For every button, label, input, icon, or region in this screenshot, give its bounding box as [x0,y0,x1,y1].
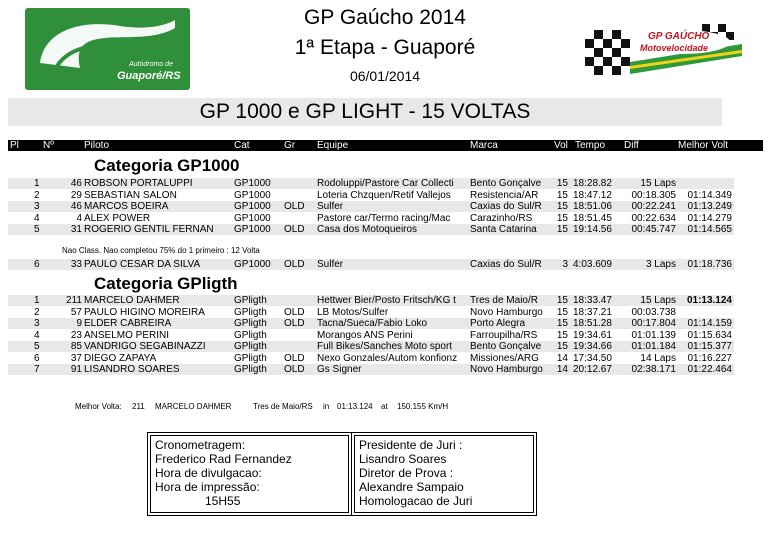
cell-marca: Caxias do Sul/R [470,201,542,212]
cell-tempo: 18:51.28 [573,318,612,329]
cell-marca: Bento Gonçalve [470,341,542,352]
table-row [8,307,734,318]
table-row [8,201,734,212]
best-lap-number: 211 [132,402,145,411]
cell-equipe: LB Motos/Sulfer [317,306,389,318]
cell-vol: 15 [556,341,568,352]
cell-diff: 00:18.305 [631,189,676,201]
best-lap-at: at [381,402,388,411]
cell-vol: 15 [556,201,568,212]
category-title: Categoria GPligth [94,274,238,293]
cell-gr: OLD [284,364,305,375]
cell-pl: 2 [34,306,40,318]
cell-marca: Novo Hamburgo [470,364,543,375]
cell-marca: Caxias do Sul/R [470,259,542,270]
table-row [8,178,734,189]
cell-tempo: 18:51.45 [573,212,612,224]
cell-pl: 3 [34,201,40,212]
race-director-name: Alexandre Sampaio [359,480,464,494]
cell-no: 57 [70,306,82,318]
cell-equipe: Morangos ANS Perini [317,329,413,341]
cell-no: 85 [70,341,82,352]
cell-equipe: Loteria Chzquen/Retif Vallejos [317,189,451,201]
cell-piloto: PAULO HIGINO MOREIRA [84,306,205,318]
cell-tempo: 18:28.82 [573,178,612,189]
cell-melhor: 01:14.159 [687,318,732,329]
cell-diff: 00:22.634 [631,212,676,224]
table-row [8,295,734,306]
cell-piloto: VANDRIGO SEGABINAZZI [84,341,206,352]
table-row [8,330,734,341]
cell-melhor: 01:14.565 [687,224,732,235]
cell-vol: 15 [556,295,568,306]
cell-pl: 7 [34,364,40,375]
col-marca: Marca [470,140,498,151]
cell-melhor: 01:14.349 [687,189,732,201]
cell-melhor: 01:13.124 [686,295,732,306]
best-lap-label: Melhor Volta: [75,402,122,411]
cell-no: 9 [76,318,82,329]
cell-tempo: 20:12.67 [573,364,612,375]
cell-pl: 4 [34,329,40,341]
cell-equipe: Pastore car/Termo racing/Mac [317,212,451,224]
cell-pl: 2 [34,189,40,201]
cell-melhor: 01:13.249 [687,201,732,212]
cell-gr: OLD [284,352,305,364]
table-row [8,224,734,235]
cell-marca: Farroupilha/RS [470,329,538,341]
cell-cat: GP1000 [234,201,271,212]
cell-equipe: Hettwer Bier/Posto Fritsch/KG t [317,295,456,306]
col-piloto: Piloto [84,140,110,151]
cell-tempo: 18:51.06 [573,201,612,212]
col-cat: Cat [234,140,250,151]
svg-text:Motovelocidade: Motovelocidade [640,43,709,53]
table-row [8,259,734,270]
cell-pl: 4 [34,212,40,224]
cell-vol: 15 [556,306,568,318]
cell-cat: GP1000 [234,178,271,189]
cell-diff: 00:03.738 [631,306,676,318]
cell-vol: 15 [556,212,568,224]
cell-tempo: 19:34.61 [573,329,612,341]
cell-vol: 15 [556,189,568,201]
cell-equipe: Gs Signer [317,364,362,375]
cell-piloto: ALEX POWER [84,212,151,224]
jury-homologation-label: Homologacao de Juri [359,494,473,508]
cell-pl: 1 [34,295,40,306]
cell-gr: OLD [284,259,305,270]
non-classified-note: Nao Class. Nao completou 75% do 1 primeiro : 12 Volta [62,246,260,255]
cell-no: 211 [66,295,82,306]
cell-tempo: 19:34.66 [573,341,612,352]
event-date: 06/01/2014 [349,68,421,84]
cell-diff: 00:22.241 [631,201,676,212]
col-vol: Vol [554,140,568,151]
race-director-label: Diretor de Prova : [359,466,454,480]
cell-piloto: ROGERIO GENTIL FERNAN [84,224,214,235]
cell-marca: Santa Catarina [470,224,537,235]
svg-text:GP GAÚCHO: GP GAÚCHO [648,31,710,42]
cell-vol: 3 [562,259,568,270]
cell-equipe: Sulfer [317,259,344,270]
best-lap-rider: MARCELO DAHMER [155,402,232,411]
cell-diff: 01:01.184 [631,341,676,352]
cell-diff: 00:17.804 [631,318,676,329]
cell-tempo: 18:47.12 [573,189,612,201]
table-row [8,341,734,352]
col-melhor: Melhor Volt [678,140,729,151]
cell-equipe: Casa dos Motoqueiros [317,224,418,235]
cell-cat: GPligth [234,341,267,352]
col-gr: Gr [284,140,296,151]
cell-melhor: 01:15.377 [687,341,732,352]
cell-no: 23 [70,329,82,341]
cell-tempo: 18:37.21 [573,306,612,318]
col-equipe: Equipe [317,140,349,151]
cell-marca: Tres de Maio/R [470,295,538,306]
cell-cat: GPligth [234,318,267,329]
cell-pl: 5 [34,341,40,352]
cell-piloto: ELDER CABREIRA [84,318,172,329]
best-lap-speed: 150.155 Km/H [397,402,449,411]
table-row [8,213,734,224]
cell-no: 33 [70,259,82,270]
cell-cat: GPligth [234,329,267,341]
cell-melhor: 01:18.736 [687,259,732,270]
cell-no: 37 [70,352,82,364]
cell-vol: 14 [556,352,568,364]
cell-vol: 15 [556,318,568,329]
cell-no: 46 [70,178,82,189]
cell-no: 31 [70,224,82,235]
col-no: Nº [43,140,54,151]
cell-equipe: Sulfer [317,201,344,212]
cell-gr: OLD [284,224,305,235]
cell-piloto: DIEGO ZAPAYA [84,352,157,364]
table-row [8,318,734,329]
cell-vol: 15 [556,329,568,341]
cell-diff: 3 Laps [645,259,676,270]
table-row [8,353,734,364]
cell-melhor: 01:16.227 [687,352,732,364]
autodromo-logo [25,8,190,90]
best-lap-place: Tres de Maio/RS [253,402,313,411]
jury-president-label: Presidente de Juri : [359,438,463,452]
print-time-label: Hora de impressão: [155,480,260,494]
print-time-value: 15H55 [205,494,241,508]
jury-president-name: Lisandro Soares [359,452,447,466]
cell-tempo: 18:33.47 [573,295,612,306]
table-row [8,364,734,375]
cell-diff: 00:45.747 [631,224,676,235]
cell-no: 4 [76,212,82,224]
cell-diff: 02:38.171 [631,364,676,375]
cell-equipe: Rodoluppi/Pastore Car Collecti [317,178,454,189]
cell-melhor: 01:14.279 [687,212,732,224]
cell-vol: 14 [556,364,568,375]
cell-pl: 6 [34,259,40,270]
event-title: GP Gaúcho 2014 [304,6,466,29]
cell-cat: GPligth [234,352,267,364]
cell-cat: GP1000 [234,212,271,224]
col-pl: Pl [10,140,19,151]
col-diff: Diff [624,140,639,151]
event-stage: 1ª Etapa - Guaporé [294,36,476,59]
timing-person: Frederico Rad Fernandez [155,452,292,466]
cell-piloto: SEBASTIAN SALON [84,189,177,201]
cell-melhor: 01:15.634 [687,329,732,341]
cell-gr: OLD [284,306,305,318]
race-banner: GP 1000 e GP LIGHT - 15 VOLTAS [8,98,722,126]
release-time-label: Hora de divulgacao: [155,466,262,480]
cell-piloto: ANSELMO PERINI [84,329,170,341]
cell-pl: 3 [34,318,40,329]
column-header-bar [8,140,763,151]
cell-piloto: MARCOS BOEIRA [84,201,169,212]
cell-piloto: MARCELO DAHMER [84,295,180,306]
cell-marca: Porto Alegra [470,318,526,329]
cell-diff: 15 Laps [640,295,676,306]
cell-gr: OLD [284,318,305,329]
officials-box [351,432,537,516]
svg-text:Autódromo de: Autódromo de [129,61,173,68]
cell-diff: 15 Laps [640,178,676,189]
best-lap-in: in [323,402,330,411]
cell-marca: Bento Gonçalve [470,178,542,189]
cell-no: 91 [70,364,82,375]
cell-marca: Novo Hamburgo [470,306,543,318]
cell-cat: GP1000 [234,259,271,270]
cell-melhor: 01:22.464 [687,364,732,375]
table-row [8,190,734,201]
cell-vol: 15 [556,224,568,235]
cell-cat: GPligth [234,295,267,306]
cell-piloto: PAULO CESAR DA SILVA [84,259,201,270]
cell-marca: Carazinho/RS [470,212,533,224]
timing-box [147,432,352,516]
cell-equipe: Tacna/Sueca/Fabio Loko [317,318,428,329]
cell-tempo: 17:34.50 [573,352,612,364]
cell-tempo: 4:03.609 [573,259,612,270]
cell-pl: 1 [34,178,40,189]
cell-cat: GP1000 [234,189,271,201]
col-tempo: Tempo [575,140,606,151]
cell-vol: 15 [556,178,568,189]
cell-diff: 14 Laps [640,352,676,364]
cell-cat: GPligth [234,364,267,375]
cell-pl: 5 [34,224,40,235]
category-title: Categoria GP1000 [94,156,240,175]
cell-cat: GPligth [234,306,267,318]
gp-gaucho-logo [582,22,745,80]
cell-diff: 01:01.139 [631,329,676,341]
cell-no: 46 [70,201,82,212]
best-lap-time: 01:13.124 [337,402,373,411]
timing-label: Cronometragem: [155,438,246,452]
cell-piloto: LISANDRO SOARES [84,364,180,375]
cell-gr: OLD [284,201,305,212]
cell-equipe: Full Bikes/Sanches Moto sport [317,341,453,352]
cell-marca: Missiones/ARG [470,352,539,364]
svg-text:Guaporé/RS: Guaporé/RS [117,70,181,82]
cell-piloto: ROBSON PORTALUPPI [84,178,193,189]
cell-tempo: 19:14.56 [573,224,612,235]
cell-cat: GP1000 [234,224,271,235]
cell-pl: 6 [34,352,40,364]
cell-equipe: Nexo Gonzales/Autom konfionz [317,352,458,364]
cell-no: 29 [70,189,82,201]
cell-marca: Resistencia/AR [470,189,539,201]
